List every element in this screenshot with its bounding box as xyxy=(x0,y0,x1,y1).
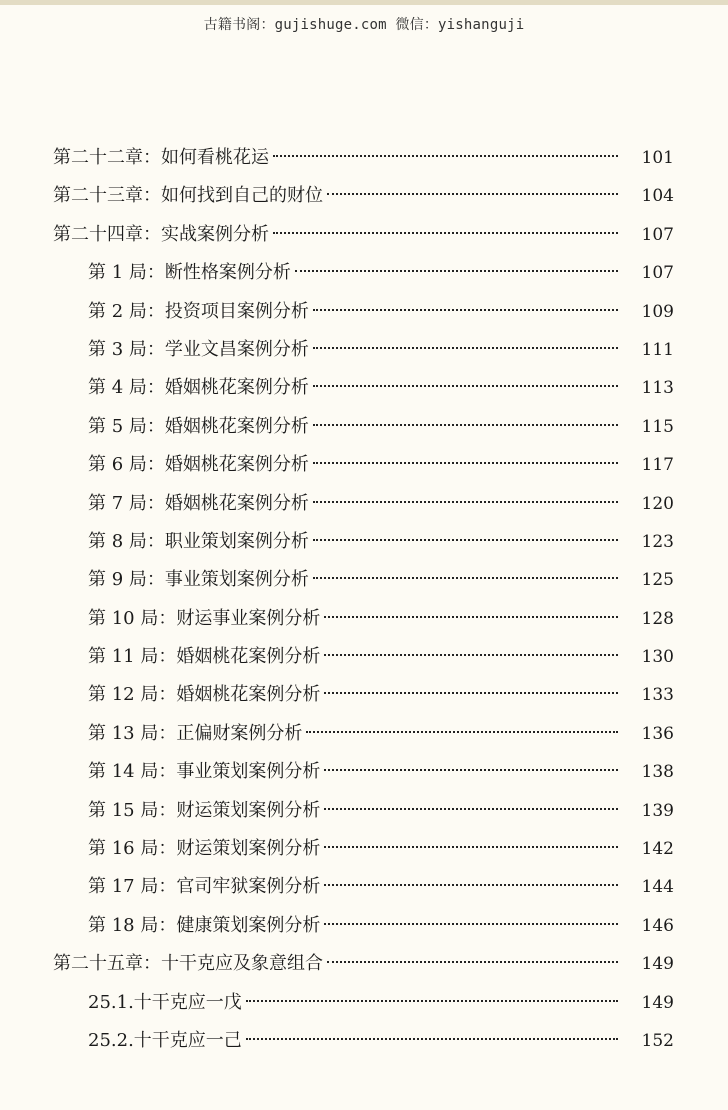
toc-entry[interactable] xyxy=(0,792,728,830)
toc-entry[interactable] xyxy=(0,715,728,753)
toc-entry-title: 第 9 局：事业策划案例分析 xyxy=(88,569,309,591)
toc-entry-title: 第 12 局：婚姻桃花案例分析 xyxy=(88,684,321,706)
dot-leader xyxy=(273,155,618,157)
toc-entry-page: 139 xyxy=(641,800,674,821)
dot-leader xyxy=(313,309,618,311)
dot-leader xyxy=(324,884,618,886)
dot-leader xyxy=(313,501,618,503)
toc-entry-page: 111 xyxy=(641,339,674,360)
toc-entry[interactable] xyxy=(0,485,728,523)
toc-entry-page: 152 xyxy=(641,1030,674,1051)
toc-entry-title: 第 16 局：财运策划案例分析 xyxy=(88,838,321,860)
dot-leader xyxy=(324,846,618,848)
table-of-contents xyxy=(0,139,728,1060)
toc-entry-title: 第 8 局：职业策划案例分析 xyxy=(88,530,309,552)
toc-entry-title: 第 10 局：财运事业案例分析 xyxy=(88,607,321,629)
toc-entry-page: 136 xyxy=(641,723,674,744)
toc-entry-title: 第二十三章：如何找到自己的财位 xyxy=(53,185,323,207)
toc-entry-page: 107 xyxy=(641,263,674,284)
toc-entry-title: 第 15 局：财运策划案例分析 xyxy=(88,799,321,821)
toc-entry-title: 第 18 局：健康策划案例分析 xyxy=(88,914,321,936)
toc-entry-page: 144 xyxy=(641,877,674,898)
dot-leader xyxy=(313,539,618,541)
toc-entry[interactable] xyxy=(0,984,728,1022)
toc-entry[interactable] xyxy=(0,331,728,369)
toc-entry-page: 117 xyxy=(641,455,674,476)
toc-entry-title: 第 4 局：婚姻桃花案例分析 xyxy=(88,377,309,399)
toc-entry-title: 第 14 局：事业策划案例分析 xyxy=(88,761,321,783)
dot-leader xyxy=(324,808,618,810)
toc-entry-page: 146 xyxy=(641,915,674,936)
toc-entry[interactable] xyxy=(0,638,728,676)
toc-entry[interactable] xyxy=(0,523,728,561)
dot-leader xyxy=(306,731,618,733)
toc-entry[interactable] xyxy=(0,561,728,599)
dot-leader xyxy=(313,577,618,579)
toc-entry[interactable] xyxy=(0,408,728,446)
toc-entry[interactable] xyxy=(0,1022,728,1060)
toc-entry-page: 120 xyxy=(641,493,674,514)
toc-entry[interactable] xyxy=(0,945,728,983)
dot-leader xyxy=(313,424,618,426)
toc-entry-title: 第 17 局：官司牢狱案例分析 xyxy=(88,876,321,898)
toc-entry-page: 115 xyxy=(641,416,674,437)
toc-entry-page: 130 xyxy=(641,647,674,668)
toc-entry-title: 第二十五章：十干克应及象意组合 xyxy=(53,953,323,975)
toc-entry-title: 第 3 局：学业文昌案例分析 xyxy=(88,338,309,360)
dot-leader xyxy=(327,193,618,195)
toc-entry[interactable] xyxy=(0,139,728,177)
toc-entry-page: 113 xyxy=(641,378,674,399)
toc-entry-title: 25.1.十干克应一戊 xyxy=(88,991,242,1013)
dot-leader xyxy=(324,692,618,694)
top-border-band xyxy=(0,0,728,5)
toc-entry[interactable] xyxy=(0,830,728,868)
toc-entry[interactable] xyxy=(0,293,728,331)
dot-leader xyxy=(324,654,618,656)
toc-entry-title: 25.2.十干克应一己 xyxy=(88,1029,242,1051)
toc-entry[interactable] xyxy=(0,446,728,484)
toc-entry-title: 第 11 局：婚姻桃花案例分析 xyxy=(88,646,321,668)
toc-entry-title: 第 5 局：婚姻桃花案例分析 xyxy=(88,415,309,437)
toc-entry-page: 149 xyxy=(641,992,674,1013)
dot-leader xyxy=(327,961,618,963)
toc-entry[interactable] xyxy=(0,753,728,791)
toc-entry-title: 第二十四章：实战案例分析 xyxy=(53,223,269,245)
watermark-header: 古籍书阁：gujishuge.com 微信：yishanguji xyxy=(203,17,525,33)
toc-entry[interactable] xyxy=(0,868,728,906)
toc-entry-page: 104 xyxy=(641,186,674,207)
toc-entry-title: 第 13 局：正偏财案例分析 xyxy=(88,722,303,744)
toc-entry-page: 133 xyxy=(641,685,674,706)
toc-entry-title: 第 1 局：断性格案例分析 xyxy=(88,262,291,284)
toc-entry[interactable] xyxy=(0,216,728,254)
dot-leader xyxy=(313,462,618,464)
toc-entry-title: 第 6 局：婚姻桃花案例分析 xyxy=(88,454,309,476)
toc-entry[interactable] xyxy=(0,254,728,292)
toc-entry[interactable] xyxy=(0,369,728,407)
dot-leader xyxy=(295,270,618,272)
toc-entry-page: 149 xyxy=(641,954,674,975)
dot-leader xyxy=(246,1000,618,1002)
toc-entry-page: 107 xyxy=(641,224,674,245)
toc-entry-title: 第 2 局：投资项目案例分析 xyxy=(88,300,309,322)
dot-leader xyxy=(324,769,618,771)
toc-entry[interactable] xyxy=(0,907,728,945)
toc-entry-title: 第 7 局：婚姻桃花案例分析 xyxy=(88,492,309,514)
toc-entry-page: 109 xyxy=(641,301,674,322)
dot-leader xyxy=(313,347,618,349)
dot-leader xyxy=(246,1038,618,1040)
toc-entry[interactable] xyxy=(0,177,728,215)
toc-entry-title: 第二十二章：如何看桃花运 xyxy=(53,147,269,168)
toc-entry-page: 123 xyxy=(641,531,674,552)
toc-entry-page: 128 xyxy=(641,608,674,629)
toc-entry[interactable] xyxy=(0,676,728,714)
toc-entry[interactable] xyxy=(0,600,728,638)
toc-entry-page: 138 xyxy=(641,762,674,783)
toc-entry-page: 125 xyxy=(641,570,674,591)
dot-leader xyxy=(324,616,618,618)
dot-leader xyxy=(324,923,618,925)
toc-entry-page: 101 xyxy=(641,148,674,168)
dot-leader xyxy=(313,385,618,387)
dot-leader xyxy=(273,232,618,234)
toc-entry-page: 142 xyxy=(641,839,674,860)
